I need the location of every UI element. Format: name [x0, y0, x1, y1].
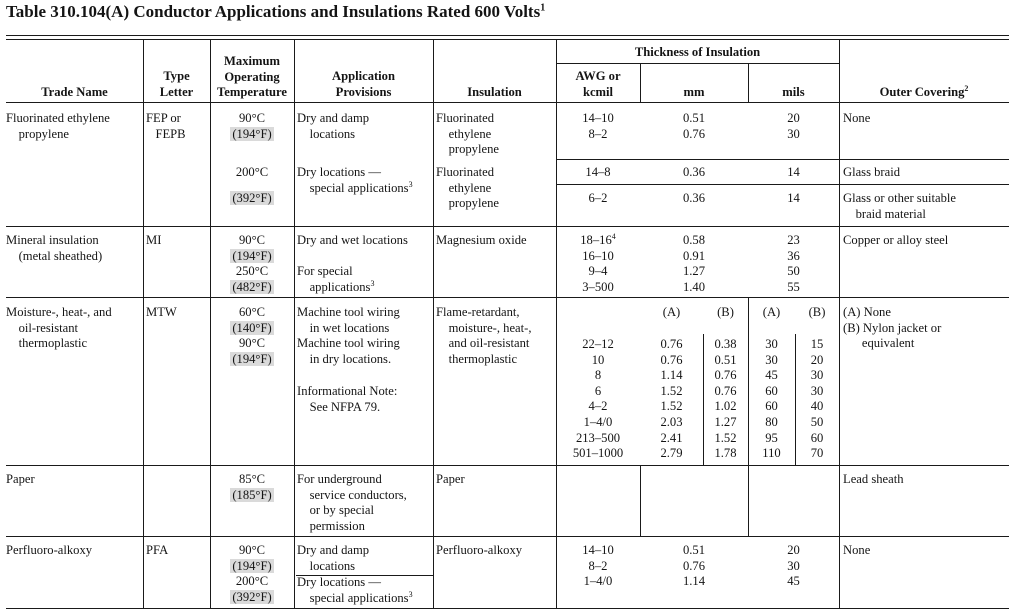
mtw-trade-name: Moisture-, heat-, and oil-resistant thermoplastic [6, 305, 112, 351]
mtw-awg: 22–12 10 8 6 4–2 1–4/0 213–500 501–1000 [572, 337, 624, 461]
pfa-temps: 90°C (194°F) 200°C (392°F) [232, 543, 272, 604]
mi-application-1: Dry and wet locations [297, 233, 408, 247]
pfa-mils: 20 30 45 [787, 543, 800, 589]
mi-awg: $18-16^4$ 16–10 9–4 3–500 [580, 231, 616, 294]
pfa-insulation: Perfluoro-alkoxy [436, 543, 523, 557]
pfa-type-letter: PFA [146, 543, 169, 557]
fep-outer-1: None [843, 111, 871, 125]
mi-mm: 0.58 0.91 1.27 1.40 [682, 233, 706, 294]
fep-mm-4: 0.36 [682, 191, 706, 205]
table-bottom-rule [6, 608, 1009, 609]
fep-awg-3: 14–8 [585, 165, 611, 179]
fep-awg-4: 6–2 [588, 191, 608, 205]
mi-type-letter: MI [146, 233, 162, 247]
fep-insulation-2: Fluorinated ethylene propylene [436, 165, 499, 211]
fep-type-letter: FEP or FEPB [146, 111, 186, 141]
fep-mils-1: 20 30 [787, 111, 800, 141]
fep-mils-3: 14 [787, 165, 800, 179]
header-application: Application Provisions [332, 69, 395, 99]
paper-insulation: Paper [436, 472, 465, 486]
mtw-application: Machine tool wiring in wet locations Machine tool wiring in dry locations. [297, 305, 400, 366]
header-mm: mm [683, 85, 705, 99]
fep-mm-3: 0.36 [682, 165, 706, 179]
mi-application-2: For special applications$^3$ [297, 264, 375, 294]
paper-trade-name: Paper [6, 472, 35, 486]
header-mils: mils [782, 85, 805, 99]
mtw-insulation: Flame-retardant, moisture-, heat-, and oil-resistant thermoplastic [436, 305, 532, 366]
mtw-mils-b-header: (B) [808, 305, 826, 319]
mtw-mm-a: 0.76 0.76 1.14 1.52 1.52 2.03 2.41 2.79 [660, 337, 683, 461]
fep-temp-200f: (392°F) [232, 191, 272, 205]
row-divider-mi [6, 297, 1009, 298]
header-type-letter: Type Letter [159, 69, 194, 99]
pfa-application-2: Dry locations — special applications$^3$ [297, 575, 413, 605]
mtw-type-letter: MTW [146, 305, 177, 319]
fep-temp-90: 90°C (194°F) [232, 111, 272, 141]
mtw-informational-note: Informational Note: See NFPA 79. [297, 384, 398, 414]
mi-temps: 90°C (194°F) 250°C (482°F) [232, 233, 272, 294]
paper-temps: 85°C (185°F) [232, 472, 272, 502]
col-line [294, 40, 295, 608]
paper-outer: Lead sheath [843, 472, 904, 486]
col-line [143, 40, 144, 608]
row-divider-paper [6, 536, 1009, 537]
mtw-mils-a: 30 30 45 60 60 80 95 110 [762, 337, 781, 461]
fep-insulation-1: Fluorinated ethylene propylene [436, 111, 499, 157]
fep-trade-name: Fluorinated ethylene propylene [6, 111, 110, 141]
fep-mm-1: 0.51 0.76 [682, 111, 706, 141]
fep-application-2: Dry locations — special applications$^3$ [297, 165, 413, 195]
header-bottom-rule [6, 102, 1009, 103]
fep-application-1: Dry and damp locations [297, 111, 370, 141]
mi-trade-name: Mineral insulation (metal sheathed) [6, 233, 103, 263]
pfa-awg: 14–10 8–2 1–4/0 [582, 543, 614, 589]
mtw-outer: (A) None (B) Nylon jacket or equivalent [843, 305, 942, 351]
mi-mils: 23 36 50 55 [787, 233, 800, 294]
fep-sub-rule-2 [557, 184, 1009, 185]
header-insulation: Insulation [467, 85, 522, 99]
col-line [839, 40, 840, 608]
pfa-outer: None [843, 543, 871, 557]
mtw-mm-a-header: (A) [662, 305, 681, 319]
fep-sub-rule-1 [557, 159, 1009, 160]
table-title: Table 310.104(A) Conductor Applications and Insulations Rated 600 Volts$^1$ [6, 2, 546, 21]
mtw-mils-b: 15 20 30 30 40 50 60 70 [810, 337, 824, 461]
fep-temp-200: 200°C [235, 165, 269, 179]
mtw-mm-b: 0.38 0.51 0.76 0.76 1.02 1.27 1.52 1.78 [714, 337, 737, 461]
header-awg: AWG or kcmil [575, 69, 621, 99]
mtw-temps: 60°C (140°F) 90°C (194°F) [232, 305, 272, 366]
mi-outer: Copper or alloy steel [843, 233, 949, 247]
fep-awg-1: 14–10 8–2 [582, 111, 614, 141]
header-max-temp: Maximum Operating Temperature [217, 54, 287, 100]
pfa-trade-name: Perfluoro-alkoxy [6, 543, 93, 557]
table-top-rule-2 [6, 39, 1009, 40]
header-outer-covering: Outer Covering$^2$ [879, 83, 969, 99]
mtw-mils-a-header: (A) [762, 305, 781, 319]
header-thickness: Thickness of Insulation [634, 45, 761, 59]
header-trade-name: Trade Name [41, 85, 108, 99]
mi-insulation: Magnesium oxide [436, 233, 527, 247]
paper-application: For underground service conductors, or by special permission [297, 472, 407, 533]
row-divider-mtw [6, 465, 1009, 466]
pfa-application-1: Dry and damp locations [297, 543, 370, 573]
mtw-mm-b-header: (B) [717, 305, 734, 319]
fep-outer-2: Glass braid [843, 165, 901, 179]
col-line [433, 40, 434, 608]
pfa-mm: 0.51 0.76 1.14 [682, 543, 706, 589]
table-top-rule [6, 35, 1009, 36]
thickness-header-rule [557, 63, 840, 64]
fep-outer-3: Glass or other suitable braid material [843, 191, 956, 221]
fep-mils-4: 14 [787, 191, 800, 205]
row-divider-fep [6, 226, 1009, 227]
col-line [640, 466, 641, 536]
